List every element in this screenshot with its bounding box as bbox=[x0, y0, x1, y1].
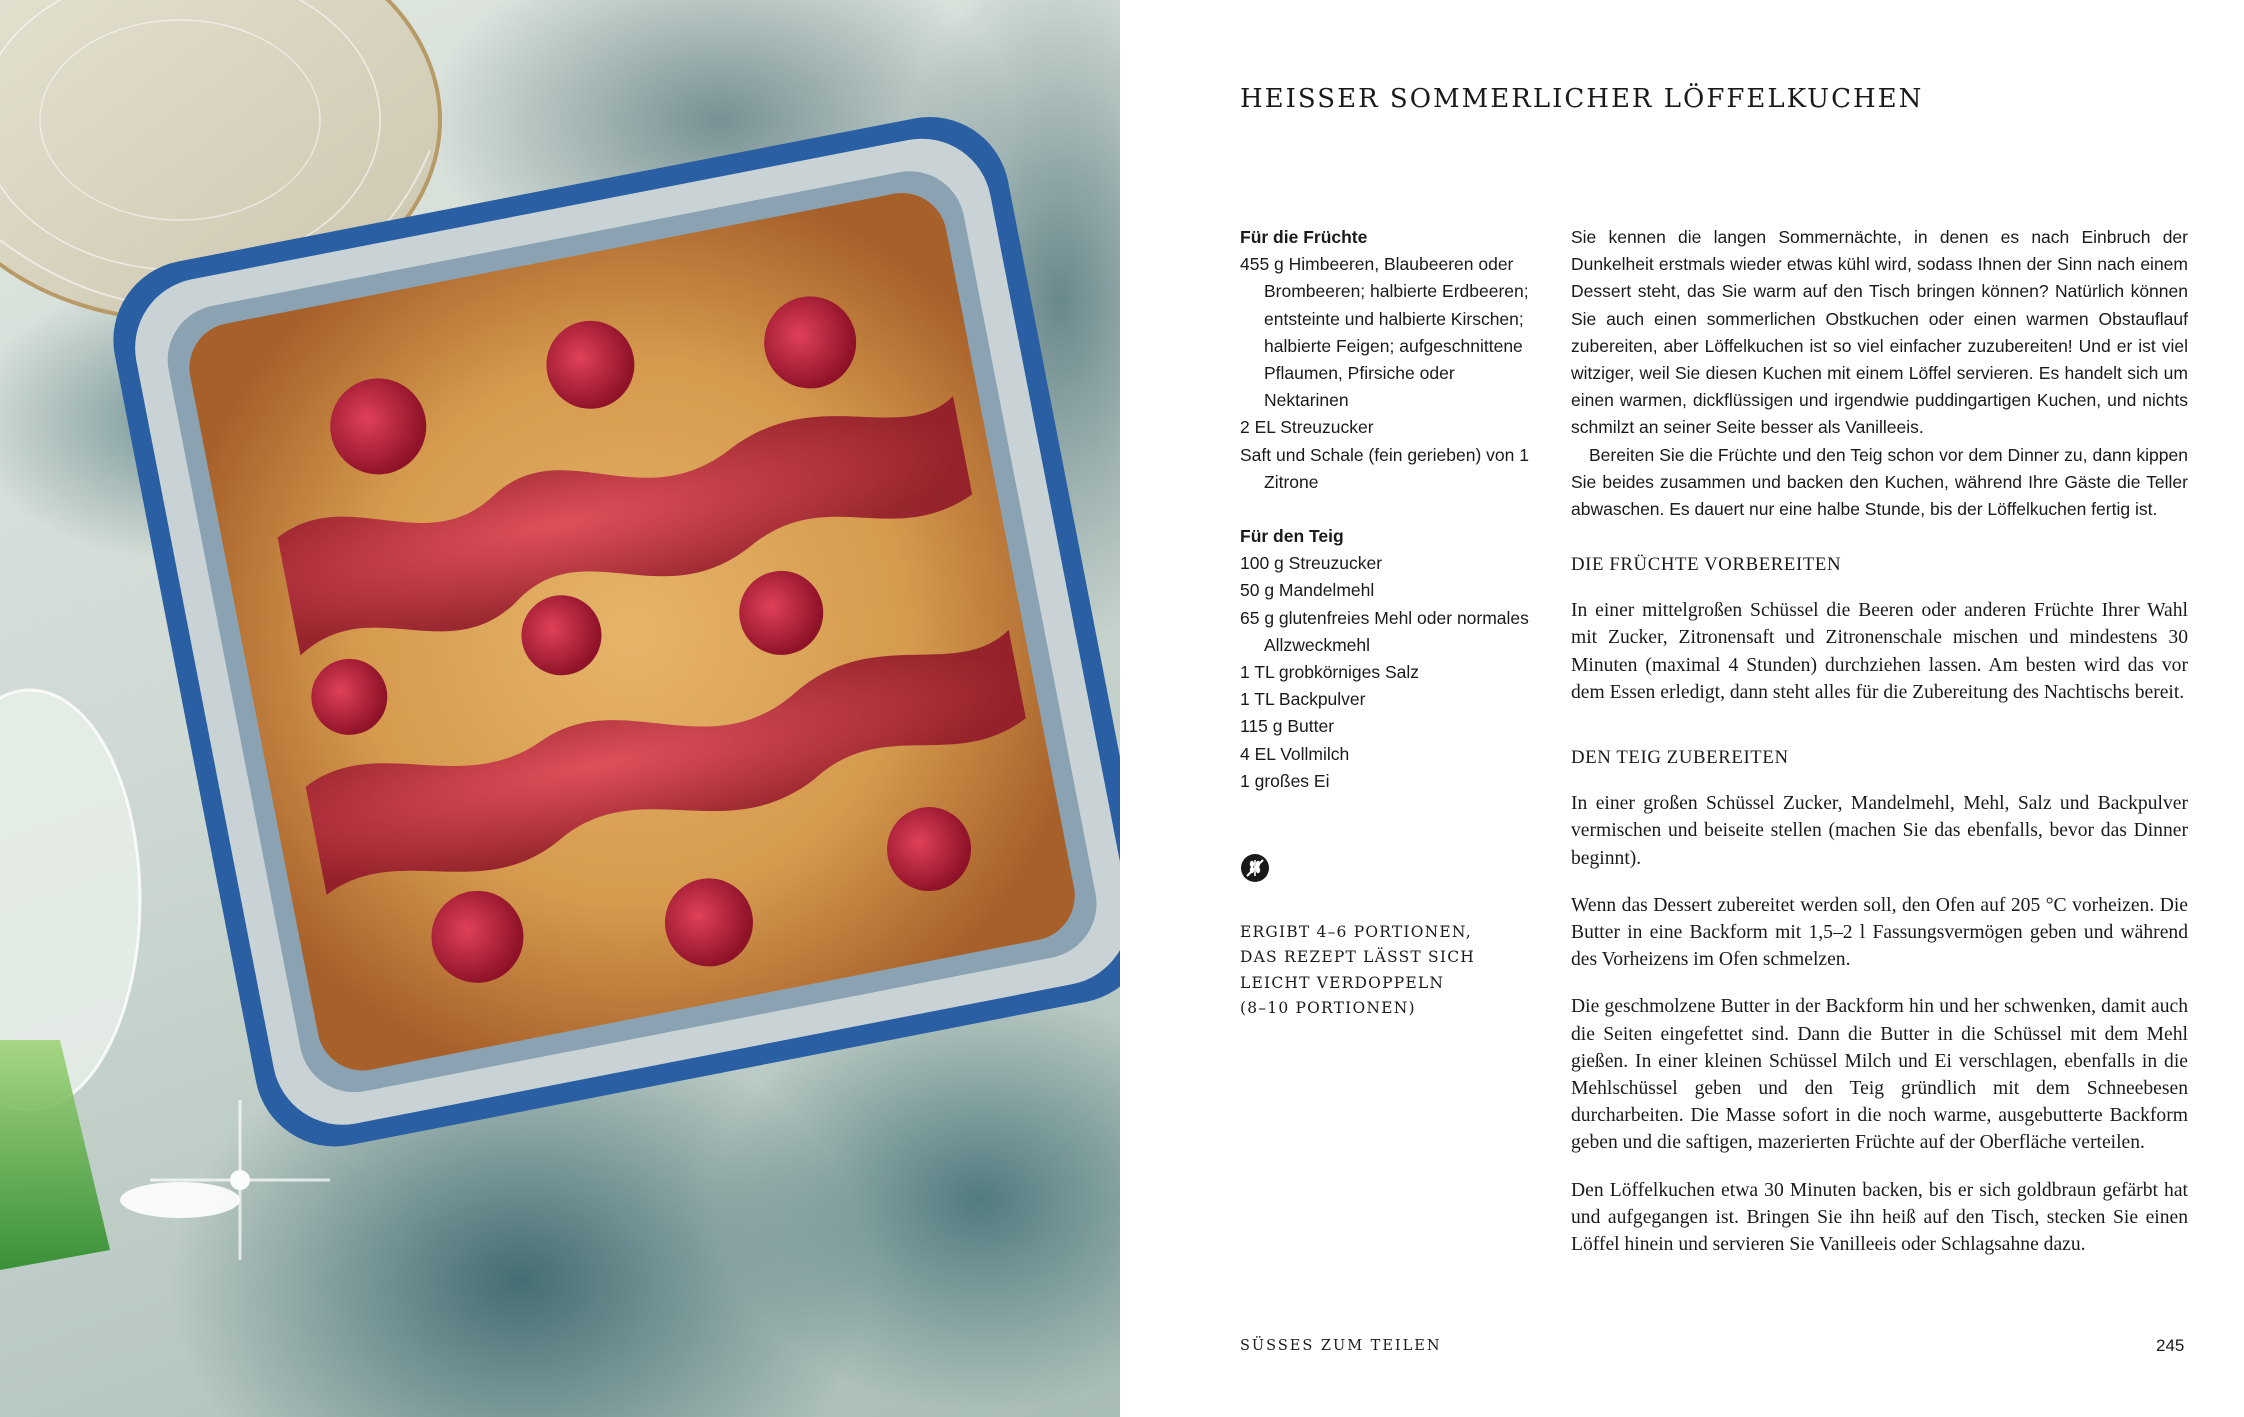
section-heading-fruits: DIE FRÜCHTE VORBEREITEN bbox=[1571, 554, 1842, 575]
yield-line: DAS REZEPT LÄSST SICH bbox=[1240, 948, 1475, 967]
method-section bbox=[1571, 551, 2188, 1278]
ingredient-item: 115 g Butter bbox=[1240, 716, 1335, 737]
section-heading-dough: DEN TEIG ZUBEREITEN bbox=[1571, 747, 1789, 769]
yield-line: LEICHT VERDOPPELN bbox=[1240, 973, 1445, 992]
ingredient-item: 2 EL Streuzucker bbox=[1240, 417, 1374, 438]
ingredient-item: 1 großes Ei bbox=[1240, 770, 1330, 791]
recipe-title: HEISSER SOMMERLICHER LÖFFELKUCHEN bbox=[1240, 84, 1924, 114]
baking-dish bbox=[100, 103, 1120, 1160]
ingredient-item: 1 TL Backpulver bbox=[1240, 689, 1366, 710]
intro-paragraph: Bereiten Sie die Früchte und den Teig schon vor dem Dinner zu, dann kippen Sie beides zusammen und backen den Kuchen, während Ihre Gäste die Teller abwaschen. Es dauert nur eine halbe Stunde, bis der Löffelkuchen fertig ist. bbox=[1571, 444, 2188, 520]
fruit-heading: Für die Früchte bbox=[1240, 227, 1368, 247]
page-number: 245 bbox=[2156, 1336, 2185, 1355]
ingredient-item: 1 TL grobkörniges Salz bbox=[1240, 662, 1419, 683]
ingredient-item: 50 g Mandelmehl bbox=[1240, 580, 1375, 601]
ingredients-list bbox=[1240, 224, 1540, 795]
ingredient-item: 455 g Himbeeren, Blaubeeren oder Brombeeren; halbierte Erdbeeren; entsteinte und halbierte Kirschen; halbierte Feigen; aufgeschnittene Pflaumen, Pfirsiche oder Nektarinen bbox=[1240, 254, 1529, 411]
ingredient-item: 4 EL Vollmilch bbox=[1240, 743, 1350, 764]
section-spacer bbox=[1571, 726, 2188, 744]
ingredient-item: 100 g Streuzucker bbox=[1240, 553, 1383, 574]
yield-note bbox=[1240, 920, 1480, 1022]
recipe-page bbox=[1120, 0, 2244, 1417]
yield-line: (8–10 PORTIONEN) bbox=[1240, 999, 1416, 1018]
footer-section-title: SÜSSES ZUM TEILEN bbox=[1240, 1338, 1442, 1354]
method-paragraph: In einer großen Schüssel Zucker, Mandelmehl, Mehl, Salz und Backpulver vermischen und beiseite stellen (machen Sie das ebenfalls, bevor das Dinner beginnt). bbox=[1571, 793, 2188, 869]
ingredient-item: 65 g glutenfreies Mehl oder normales Allzweckmehl bbox=[1240, 607, 1529, 655]
gluten-free-icon bbox=[1240, 853, 1270, 883]
yield-line: ERGIBT 4–6 PORTIONEN, bbox=[1240, 923, 1472, 941]
intro-text bbox=[1571, 224, 2188, 523]
ingredient-spacer bbox=[1240, 496, 1540, 523]
intro-paragraph: Sie kennen die langen Sommernächte, in denen es nach Einbruch der Dunkelheit erstmals wieder etwas kühl wird, sodass Ihnen der Sinn nach einem Dessert steht, das Sie warm auf den Tisch bringen können? Natürlich können Sie auch einen sommerlichen Obstkuchen oder einen warmen Obstauflauf zubereiten, aber Löffelkuchen ist so viel einfacher zuzubereiten! Und er ist viel witziger, weil Sie diesen Kuchen mit einem Löffel servieren. Es handelt sich um einen warmen, dickflüssigen und irgendwie puddingartigen Kuchen, und nichts schmilzt an seiner Seite besser als Vanilleeis. bbox=[1571, 227, 2188, 438]
ingredient-item: Saft und Schale (fein gerieben) von 1 Zitrone bbox=[1240, 444, 1529, 492]
method-paragraph: Wenn das Dessert zubereitet werden soll, den Ofen auf 205 °C vorheizen. Die Butter in eine Backform mit 1,5–2 l Fassungsvermögen geben und während des Vorheizens im Ofen schmelzen. bbox=[1571, 894, 2188, 971]
cake-photo-illustration bbox=[0, 0, 1120, 1417]
dough-heading: Für den Teig bbox=[1240, 526, 1344, 547]
cake-photo bbox=[0, 0, 1120, 1417]
method-paragraph: In einer mittelgroßen Schüssel die Beeren oder anderen Früchte Ihrer Wahl mit Zucker, Zitronensaft und Zitronenschale mischen und mindestens 30 Minuten (maximal 4 Stunden) durchziehen lassen. Am besten wird das vor dem Essen erledigt, dann steht alles für die Zubereitung des Nachtischs bereit. bbox=[1571, 600, 2188, 703]
method-paragraph: Den Löffelkuchen etwa 30 Minuten backen, bis er sich goldbraun gefärbt hat und aufgegangen ist. Bringen Sie ihn heiß auf den Tisch, stecken Sie einen Löffel hinein und servieren Sie Vanilleeis oder Schlagsahne dazu. bbox=[1571, 1179, 2188, 1256]
method-paragraph: Die geschmolzene Butter in der Backform hin und her schwenken, damit auch die Seiten eingefettet sind. Dann die Butter in die Schüssel mit dem Mehl gießen. In einer kleinen Schüssel Milch und Ei verschlagen, ebenfalls in die Mehlschüssel geben und den Teig gründlich mit dem Schneebesen durcharbeiten. Die Masse sofort in die noch warme, ausgebutterte Backform geben und die saftigen, mazerierten Früchte auf der Oberfläche verteilen. bbox=[1571, 996, 2188, 1154]
